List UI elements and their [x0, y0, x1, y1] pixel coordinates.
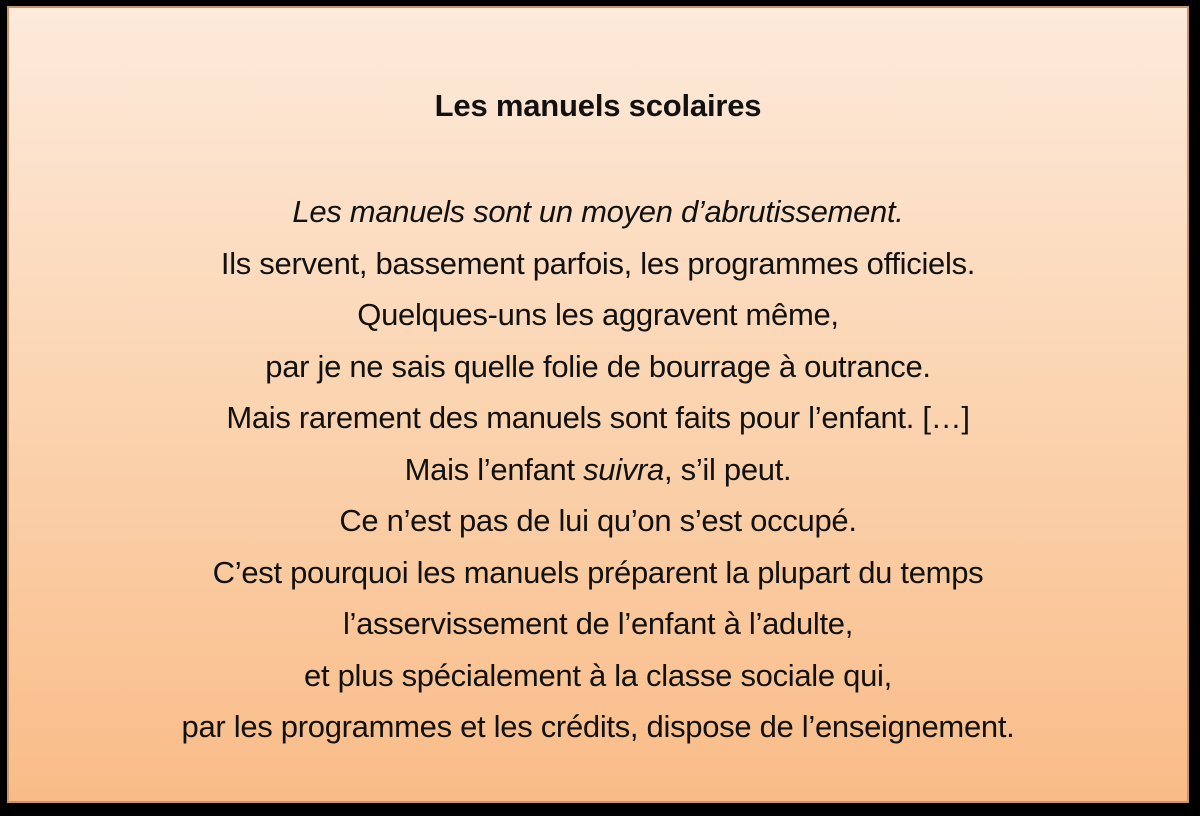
quote-line-text: C’est pourquoi les manuels préparent la plupart du temps	[212, 554, 984, 590]
quote-line	[9, 547, 1187, 599]
quote-line-text: Ce n’est pas de lui qu’on s’est occupé.	[339, 503, 857, 538]
quote-line	[9, 238, 1187, 290]
quote-line-text: l’asservissement de l’enfant à l’adulte,	[342, 606, 854, 641]
quote-body	[9, 186, 1187, 753]
quote-line-text: Mais rarement des manuels sont faits pour l’enfant. […]	[226, 400, 970, 435]
quote-line-text: Les manuels sont un moyen d’abrutissement.	[292, 194, 904, 229]
quote-line	[9, 701, 1187, 753]
quote-line	[9, 341, 1187, 393]
quote-line-text: , s’il peut.	[664, 451, 792, 487]
quote-line-text: et plus spécialement à la classe sociale qui,	[304, 657, 892, 693]
quote-line	[9, 598, 1187, 650]
quote-line	[9, 495, 1187, 547]
quote-line-text: Ils servent, bassement parfois, les programmes officiels.	[220, 245, 976, 281]
quote-line-text: Quelques-uns les aggravent même,	[357, 297, 839, 332]
quote-title: Les manuels scolaires	[434, 88, 762, 123]
quote-line	[9, 186, 1187, 238]
quote-line	[9, 650, 1187, 702]
quote-line	[9, 444, 1187, 496]
quote-line	[9, 289, 1187, 341]
quote-line-emphasis: suivra	[583, 451, 664, 487]
quote-line-text: Mais l’enfant	[404, 451, 584, 487]
quote-line-text: par les programmes et les crédits, dispose de l’enseignement.	[181, 709, 1015, 744]
quote-line-text: par je ne sais quelle folie de bourrage à outrance.	[265, 348, 931, 384]
quote-line	[9, 392, 1187, 444]
quote-box	[7, 6, 1189, 803]
